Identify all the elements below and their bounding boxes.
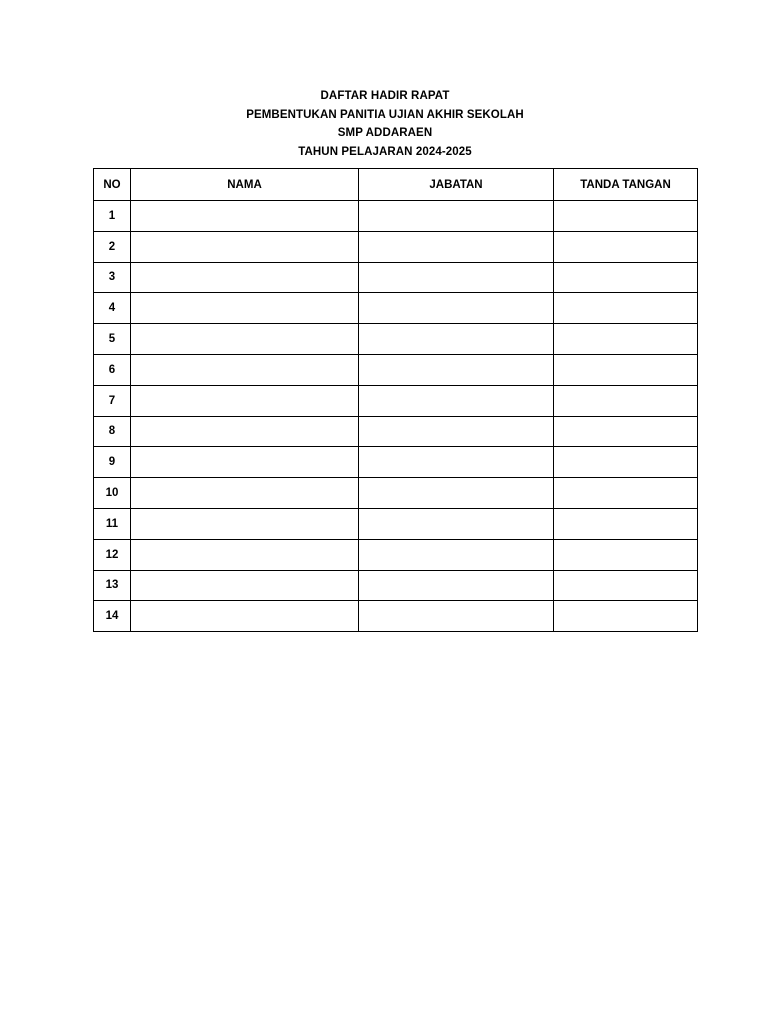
cell-jabatan [359,201,554,232]
header-tanda-tangan: TANDA TANGAN [554,169,698,201]
title-line-school: SMP ADDARAEN [337,127,433,139]
cell-tanda-tangan [554,262,698,293]
cell-tanda-tangan [554,478,698,509]
cell-no: 12 [94,539,131,570]
header-nama: NAMA [131,169,359,201]
cell-no: 5 [94,324,131,355]
table-row [94,262,698,293]
cell-no: 2 [94,231,131,262]
cell-nama [131,262,359,293]
cell-tanda-tangan [554,416,698,447]
title-line-event: PEMBENTUKAN PANITIA UJIAN AKHIR SEKOLAH [246,108,524,121]
cell-tanda-tangan [554,231,698,262]
header-jabatan: JABATAN [359,169,554,201]
cell-nama [131,416,359,447]
table-row [94,385,698,416]
cell-tanda-tangan [554,539,698,570]
cell-jabatan [359,478,554,509]
cell-no: 10 [94,478,131,509]
cell-jabatan [359,601,554,632]
cell-no: 8 [94,416,131,447]
cell-jabatan [359,262,554,293]
cell-tanda-tangan [554,293,698,324]
cell-tanda-tangan [554,570,698,601]
cell-tanda-tangan [554,385,698,416]
cell-no: 13 [94,570,131,601]
cell-jabatan [359,324,554,355]
cell-jabatan [359,385,554,416]
cell-no: 14 [94,601,131,632]
cell-nama [131,601,359,632]
header-no: NO [94,169,131,201]
cell-jabatan [359,508,554,539]
cell-jabatan [359,354,554,385]
table-row [94,416,698,447]
cell-nama [131,447,359,478]
cell-nama [131,354,359,385]
table-row [94,539,698,570]
table-row [94,354,698,385]
table-header-row [94,169,698,201]
table-row [94,231,698,262]
cell-tanda-tangan [554,508,698,539]
table-row [94,508,698,539]
cell-nama [131,201,359,232]
cell-nama [131,293,359,324]
table-row [94,293,698,324]
cell-no: 11 [94,508,131,539]
cell-tanda-tangan [554,601,698,632]
cell-jabatan [359,293,554,324]
cell-no: 1 [94,201,131,232]
cell-tanda-tangan [554,447,698,478]
cell-no: 6 [94,354,131,385]
cell-jabatan [359,416,554,447]
cell-jabatan [359,447,554,478]
table-row [94,601,698,632]
cell-no: 7 [94,385,131,416]
cell-nama [131,539,359,570]
cell-no: 4 [94,293,131,324]
cell-tanda-tangan [554,354,698,385]
cell-nama [131,570,359,601]
cell-nama [131,231,359,262]
cell-no: 3 [94,262,131,293]
cell-no: 9 [94,447,131,478]
cell-tanda-tangan [554,201,698,232]
cell-nama [131,508,359,539]
cell-nama [131,385,359,416]
document-title [0,87,768,161]
cell-jabatan [359,231,554,262]
cell-jabatan [359,539,554,570]
attendance-table [93,168,698,632]
cell-tanda-tangan [554,324,698,355]
cell-nama [131,324,359,355]
table-row [94,478,698,509]
title-line-heading: DAFTAR HADIR RAPAT [320,90,450,102]
cell-jabatan [359,570,554,601]
table-row [94,201,698,232]
table-row [94,447,698,478]
table-row [94,570,698,601]
title-line-year: TAHUN PELAJARAN 2024-2025 [298,145,472,158]
cell-nama [131,478,359,509]
table-row [94,324,698,355]
